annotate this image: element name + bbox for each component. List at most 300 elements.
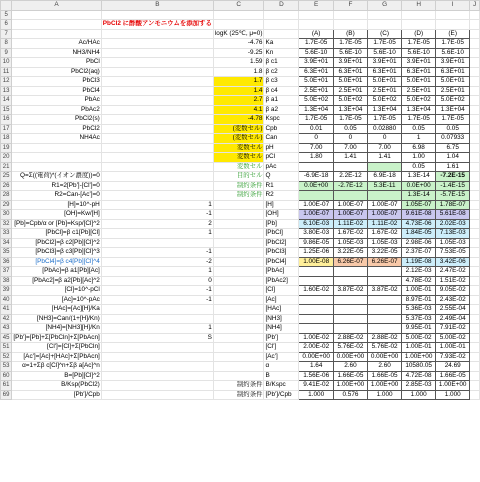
cell-h[interactable]: 1.3E-14 bbox=[402, 172, 436, 182]
cell-i[interactable]: 1.66E-05 bbox=[436, 371, 470, 381]
cell-a[interactable] bbox=[12, 29, 102, 39]
cell-g[interactable]: 3.9E+01 bbox=[368, 58, 402, 68]
cell-h[interactable]: (D) bbox=[402, 29, 436, 39]
cell-f[interactable]: 2.5E+01 bbox=[333, 86, 367, 96]
cell-i[interactable]: 1.05E-03 bbox=[436, 238, 470, 248]
cell-a[interactable]: B/Ksp(PbCl2) bbox=[12, 381, 102, 391]
cell-c[interactable]: 4.1 bbox=[213, 105, 264, 115]
cell-d[interactable]: [H] bbox=[264, 200, 299, 210]
cell-b[interactable] bbox=[101, 314, 213, 324]
cell-i[interactable]: -7.2E-15 bbox=[436, 172, 470, 182]
cell-i[interactable]: 2.55E-04 bbox=[436, 305, 470, 315]
cell-f[interactable]: 1.11E-02 bbox=[333, 219, 367, 229]
cell-g[interactable]: 0.02880 bbox=[368, 124, 402, 134]
cell-c[interactable]: -9.25 bbox=[213, 48, 264, 58]
cell-j[interactable] bbox=[470, 124, 480, 134]
cell-i[interactable]: 5.0E+02 bbox=[436, 96, 470, 106]
cell-j[interactable] bbox=[470, 77, 480, 87]
cell-a[interactable]: NH3/NH4 bbox=[12, 48, 102, 58]
cell-h[interactable] bbox=[402, 10, 436, 20]
cell-b[interactable]: PbCl2 に酢酸アンモニウムを添加する bbox=[102, 20, 212, 27]
cell-c[interactable]: 変数セル bbox=[213, 162, 264, 172]
cell-c[interactable] bbox=[213, 343, 264, 353]
cell-h[interactable]: 1.7E-05 bbox=[402, 39, 436, 49]
cell-d[interactable]: [OH] bbox=[264, 210, 299, 220]
cell-c[interactable] bbox=[213, 10, 264, 20]
cell-g[interactable] bbox=[368, 295, 402, 305]
cell-h[interactable]: 1 bbox=[402, 134, 436, 144]
cell-a[interactable]: PbCl2(s) bbox=[12, 115, 102, 125]
cell-b[interactable] bbox=[101, 86, 213, 96]
cell-d[interactable]: pCl bbox=[264, 153, 299, 163]
cell-f[interactable] bbox=[333, 20, 367, 30]
row-header[interactable]: 13 bbox=[1, 86, 12, 96]
cell-a[interactable] bbox=[12, 153, 102, 163]
cell-c[interactable]: 目的セル bbox=[213, 172, 264, 182]
cell-j[interactable] bbox=[470, 210, 480, 220]
cell-a[interactable]: NH4Ac bbox=[12, 134, 102, 144]
cell-h[interactable]: 5.0E+01 bbox=[402, 77, 436, 87]
cell-a[interactable]: PbCl4 bbox=[12, 86, 102, 96]
cell-c[interactable]: (変数セル) bbox=[213, 134, 264, 144]
cell-j[interactable] bbox=[470, 267, 480, 277]
cell-d[interactable] bbox=[264, 29, 299, 39]
row-header[interactable]: 33 bbox=[1, 229, 12, 239]
cell-i[interactable]: 1.51E-02 bbox=[436, 276, 470, 286]
cell-j[interactable] bbox=[470, 333, 480, 343]
cell-i[interactable]: 2.43E-02 bbox=[436, 295, 470, 305]
cell-j[interactable] bbox=[470, 96, 480, 106]
cell-e[interactable]: 7.00 bbox=[299, 143, 333, 153]
col-header-i[interactable]: I bbox=[436, 1, 470, 11]
cell-h[interactable]: 10580.05 bbox=[402, 362, 436, 372]
cell-d[interactable]: β c4 bbox=[264, 86, 299, 96]
cell-j[interactable] bbox=[470, 191, 480, 201]
cell-f[interactable]: 7.00 bbox=[333, 143, 367, 153]
cell-h[interactable]: 1.3E+04 bbox=[402, 105, 436, 115]
cell-e[interactable]: 1.80 bbox=[299, 153, 333, 163]
cell-i[interactable]: 1.3E+04 bbox=[436, 105, 470, 115]
row-header[interactable]: 19 bbox=[1, 143, 12, 153]
cell-j[interactable] bbox=[470, 352, 480, 362]
cell-i[interactable]: 1.00E+00 bbox=[436, 381, 470, 391]
cell-h[interactable]: 4.73E-06 bbox=[402, 219, 436, 229]
cell-j[interactable] bbox=[470, 362, 480, 372]
cell-e[interactable]: -6.9E-18 bbox=[299, 172, 333, 182]
cell-a[interactable]: [PbCl2]=β c2[Pb][Cl]^2 bbox=[12, 238, 102, 248]
cell-g[interactable]: 6.26E-07 bbox=[368, 257, 402, 267]
cell-h[interactable]: 2.85E-03 bbox=[402, 381, 436, 391]
cell-g[interactable] bbox=[368, 191, 402, 201]
cell-c[interactable]: 1.59 bbox=[213, 58, 264, 68]
cell-i[interactable]: 3.9E+01 bbox=[436, 58, 470, 68]
cell-b[interactable] bbox=[101, 343, 213, 353]
row-header[interactable]: 45 bbox=[1, 333, 12, 343]
cell-h[interactable]: 1.000 bbox=[402, 390, 436, 400]
cell-g[interactable]: (C) bbox=[368, 29, 402, 39]
cell-f[interactable]: 2.2E-12 bbox=[333, 172, 367, 182]
cell-e[interactable]: (A) bbox=[299, 29, 333, 39]
cell-e[interactable]: 5.0E+02 bbox=[299, 96, 333, 106]
row-header[interactable]: 37 bbox=[1, 267, 12, 277]
cell-j[interactable] bbox=[470, 324, 480, 334]
cell-h[interactable]: 5.37E-03 bbox=[402, 314, 436, 324]
cell-j[interactable] bbox=[470, 67, 480, 77]
cell-i[interactable]: 24.69 bbox=[436, 362, 470, 372]
cell-b[interactable]: -1 bbox=[101, 295, 213, 305]
row-header[interactable]: 7 bbox=[1, 29, 12, 39]
cell-d[interactable] bbox=[264, 10, 299, 20]
cell-d[interactable]: Kspc bbox=[264, 115, 299, 125]
cell-d[interactable]: [PbCl3] bbox=[264, 248, 299, 258]
cell-h[interactable]: 0.05 bbox=[402, 162, 436, 172]
cell-c[interactable]: 制約条件 bbox=[213, 181, 264, 191]
cell-d[interactable]: [PbCl4] bbox=[264, 257, 299, 267]
cell-a[interactable]: [PbCl]=β c1[Pb][Cl] bbox=[12, 229, 102, 239]
row-header[interactable]: 14 bbox=[1, 96, 12, 106]
cell-e[interactable]: 1.64 bbox=[299, 362, 333, 372]
cell-d[interactable]: [Ac'] bbox=[264, 352, 299, 362]
cell-f[interactable]: 0.05 bbox=[333, 124, 367, 134]
row-header[interactable]: 53 bbox=[1, 362, 12, 372]
col-header-e[interactable]: E bbox=[299, 1, 333, 11]
cell-g[interactable]: 1.41 bbox=[368, 153, 402, 163]
cell-a[interactable]: α=1+Σβ c[Cl]^n+Σβ a[Ac]^n bbox=[12, 362, 102, 372]
cell-b[interactable] bbox=[101, 39, 213, 49]
cell-g[interactable]: 5.0E+01 bbox=[368, 77, 402, 87]
cell-e[interactable]: 1.00E-08 bbox=[299, 257, 333, 267]
cell-h[interactable]: 5.6E-10 bbox=[402, 48, 436, 58]
cell-a[interactable]: [Ac]=10^-pAc bbox=[12, 295, 102, 305]
cell-j[interactable] bbox=[470, 181, 480, 191]
row-header[interactable]: 25 bbox=[1, 172, 12, 182]
cell-j[interactable] bbox=[470, 143, 480, 153]
cell-g[interactable] bbox=[368, 276, 402, 286]
cell-d[interactable]: [HAc] bbox=[264, 305, 299, 315]
cell-b[interactable] bbox=[101, 29, 213, 39]
cell-j[interactable] bbox=[470, 20, 480, 30]
cell-a[interactable]: [PbCl3]=β c3[Pb][Cl]^3 bbox=[12, 248, 102, 258]
cell-a[interactable]: [H]=10^-pH bbox=[12, 200, 102, 210]
cell-i[interactable]: 1.000 bbox=[436, 390, 470, 400]
cell-b[interactable] bbox=[101, 96, 213, 106]
cell-j[interactable] bbox=[470, 381, 480, 391]
cell-a[interactable]: [OH]=Kw/[H] bbox=[12, 210, 102, 220]
cell-c[interactable] bbox=[213, 324, 264, 334]
cell-a[interactable]: [PbAc2]=β a2[Pb][Ac]^2 bbox=[12, 276, 102, 286]
row-header[interactable]: 16 bbox=[1, 115, 12, 125]
cell-b[interactable] bbox=[101, 181, 213, 191]
cell-c[interactable]: 1.7 bbox=[213, 77, 264, 87]
cell-f[interactable]: (B) bbox=[333, 29, 367, 39]
cell-c[interactable] bbox=[213, 333, 264, 343]
cell-c[interactable] bbox=[213, 352, 264, 362]
cell-h[interactable]: 4.78E-02 bbox=[402, 276, 436, 286]
cell-h[interactable]: 2.5E+01 bbox=[402, 86, 436, 96]
cell-e[interactable]: 6.3E+01 bbox=[299, 67, 333, 77]
cell-b[interactable]: -1 bbox=[101, 210, 213, 220]
cell-d[interactable]: [Pb']/Cpb bbox=[264, 390, 299, 400]
cell-e[interactable] bbox=[299, 162, 333, 172]
cell-b[interactable]: 0 bbox=[101, 276, 213, 286]
cell-j[interactable] bbox=[470, 295, 480, 305]
cell-b[interactable] bbox=[101, 371, 213, 381]
cell-f[interactable] bbox=[333, 10, 367, 20]
row-header[interactable]: 60 bbox=[1, 371, 12, 381]
cell-e[interactable] bbox=[299, 191, 333, 201]
cell-j[interactable] bbox=[470, 286, 480, 296]
col-header-a[interactable]: A bbox=[12, 1, 102, 11]
cell-g[interactable]: 5.6E-10 bbox=[368, 48, 402, 58]
row-header[interactable]: 51 bbox=[1, 343, 12, 353]
cell-h[interactable] bbox=[402, 20, 436, 30]
row-header[interactable]: 28 bbox=[1, 191, 12, 201]
cell-g[interactable] bbox=[368, 162, 402, 172]
cell-d[interactable]: [PbAc2] bbox=[264, 276, 299, 286]
cell-j[interactable] bbox=[470, 10, 480, 20]
cell-j[interactable] bbox=[470, 48, 480, 58]
cell-c[interactable]: 制約条件 bbox=[213, 191, 264, 201]
cell-g[interactable]: 5.0E+02 bbox=[368, 96, 402, 106]
row-header[interactable]: 32 bbox=[1, 219, 12, 229]
cell-d[interactable]: β a2 bbox=[264, 105, 299, 115]
cell-d[interactable]: B/Kspc bbox=[264, 381, 299, 391]
cell-a[interactable]: R1=2[Pb']-[Cl']=0 bbox=[12, 181, 102, 191]
cell-h[interactable]: 1.7E-05 bbox=[402, 115, 436, 125]
cell-a[interactable]: [Pb]=Cpb/α or [Pb]=Ksp/[Cl]^2 bbox=[12, 219, 102, 229]
row-header[interactable]: 61 bbox=[1, 381, 12, 391]
cell-j[interactable] bbox=[470, 276, 480, 286]
cell-j[interactable] bbox=[470, 134, 480, 144]
cell-f[interactable]: 1.00E-07 bbox=[333, 200, 367, 210]
cell-b[interactable]: 1 bbox=[101, 229, 213, 239]
cell-b[interactable] bbox=[101, 134, 213, 144]
cell-i[interactable]: 5.0E+01 bbox=[436, 77, 470, 87]
cell-g[interactable]: 1.00E-07 bbox=[368, 200, 402, 210]
cell-a[interactable]: [Cl]=10^-pCl bbox=[12, 286, 102, 296]
cell-j[interactable] bbox=[470, 305, 480, 315]
cell-h[interactable]: 2.98E-06 bbox=[402, 238, 436, 248]
cell-j[interactable] bbox=[470, 248, 480, 258]
cell-c[interactable]: -4.78 bbox=[213, 115, 264, 125]
cell-c[interactable] bbox=[213, 276, 264, 286]
cell-g[interactable]: 7.00 bbox=[368, 143, 402, 153]
cell-j[interactable] bbox=[470, 219, 480, 229]
cell-j[interactable] bbox=[470, 229, 480, 239]
row-header[interactable]: 34 bbox=[1, 238, 12, 248]
cell-h[interactable]: 5.00E-02 bbox=[402, 333, 436, 343]
cell-i[interactable]: 7.91E-02 bbox=[436, 324, 470, 334]
cell-c[interactable] bbox=[213, 238, 264, 248]
cell-b[interactable]: 1 bbox=[101, 267, 213, 277]
cell-h[interactable]: 2.12E-03 bbox=[402, 267, 436, 277]
cell-a[interactable]: Ac/HAc bbox=[12, 39, 102, 49]
row-header[interactable]: 6 bbox=[1, 20, 12, 30]
cell-c[interactable]: logK (25℃, μ=0) bbox=[214, 29, 263, 37]
cell-f[interactable]: 1.00E-07 bbox=[333, 210, 367, 220]
cell-g[interactable]: 6.9E-18 bbox=[368, 172, 402, 182]
cell-i[interactable]: 1.04 bbox=[436, 153, 470, 163]
row-header[interactable]: 39 bbox=[1, 286, 12, 296]
cell-j[interactable] bbox=[470, 343, 480, 353]
cell-b[interactable] bbox=[101, 58, 213, 68]
row-header[interactable]: 42 bbox=[1, 314, 12, 324]
cell-g[interactable]: 1.3E+04 bbox=[368, 105, 402, 115]
cell-g[interactable]: 1.11E-02 bbox=[368, 219, 402, 229]
cell-i[interactable]: 1.61 bbox=[436, 162, 470, 172]
cell-f[interactable]: 3.87E-02 bbox=[333, 286, 367, 296]
cell-f[interactable]: 5.6E-10 bbox=[333, 48, 367, 58]
cell-f[interactable] bbox=[333, 324, 367, 334]
cell-f[interactable]: 1.66E-05 bbox=[333, 371, 367, 381]
cell-c[interactable]: 制約条件 bbox=[213, 381, 264, 391]
cell-b[interactable] bbox=[101, 10, 213, 20]
cell-f[interactable] bbox=[333, 191, 367, 201]
cell-b[interactable]: 1 bbox=[101, 324, 213, 334]
cell-c[interactable]: 1.8 bbox=[213, 67, 264, 77]
cell-e[interactable]: 1.56E-06 bbox=[299, 371, 333, 381]
cell-c[interactable] bbox=[213, 286, 264, 296]
cell-b[interactable] bbox=[101, 390, 213, 400]
cell-a[interactable]: [Ac']=[Ac]+[HAc]+Σ[PbAcn] bbox=[12, 352, 102, 362]
cell-h[interactable]: 1.05E-07 bbox=[402, 200, 436, 210]
col-header-h[interactable]: H bbox=[402, 1, 436, 11]
cell-c[interactable] bbox=[213, 305, 264, 315]
cell-e[interactable] bbox=[299, 295, 333, 305]
cell-h[interactable]: 8.97E-01 bbox=[402, 295, 436, 305]
cell-i[interactable]: 1.00E-01 bbox=[436, 343, 470, 353]
cell-c[interactable] bbox=[213, 371, 264, 381]
row-header[interactable]: 10 bbox=[1, 58, 12, 68]
cell-i[interactable]: 2.47E-02 bbox=[436, 267, 470, 277]
cell-f[interactable]: 6.26E-07 bbox=[333, 257, 367, 267]
cell-c[interactable] bbox=[213, 200, 264, 210]
cell-f[interactable]: 0.576 bbox=[333, 390, 367, 400]
cell-d[interactable]: [Cl] bbox=[264, 286, 299, 296]
cell-f[interactable]: 6.3E+01 bbox=[333, 67, 367, 77]
cell-g[interactable]: 1.05E-03 bbox=[368, 238, 402, 248]
cell-c[interactable]: 変数セル bbox=[213, 153, 264, 163]
cell-i[interactable]: 7.93E-02 bbox=[436, 352, 470, 362]
cell-f[interactable]: 1.7E-05 bbox=[333, 115, 367, 125]
cell-h[interactable]: 2.37E-07 bbox=[402, 248, 436, 258]
cell-f[interactable]: 5.76E-02 bbox=[333, 343, 367, 353]
cell-b[interactable] bbox=[101, 105, 213, 115]
cell-i[interactable]: -1.4E-15 bbox=[436, 181, 470, 191]
cell-e[interactable]: 0.00E+00 bbox=[299, 352, 333, 362]
cell-f[interactable] bbox=[333, 305, 367, 315]
cell-d[interactable]: [Pb] bbox=[264, 219, 299, 229]
cell-g[interactable]: 2.60 bbox=[368, 362, 402, 372]
cell-e[interactable] bbox=[299, 10, 333, 20]
cell-b[interactable] bbox=[101, 124, 213, 134]
row-header[interactable]: 12 bbox=[1, 77, 12, 87]
cell-d[interactable]: β c1 bbox=[264, 58, 299, 68]
cell-e[interactable] bbox=[299, 314, 333, 324]
cell-g[interactable]: 1.66E-05 bbox=[368, 371, 402, 381]
cell-c[interactable]: 2.7 bbox=[213, 96, 264, 106]
row-header[interactable]: 21 bbox=[1, 162, 12, 172]
cell-d[interactable]: Ka bbox=[264, 39, 299, 49]
cell-e[interactable]: 1.00E-07 bbox=[299, 210, 333, 220]
cell-f[interactable] bbox=[333, 267, 367, 277]
cell-j[interactable] bbox=[470, 162, 480, 172]
cell-e[interactable]: 5.0E+01 bbox=[299, 77, 333, 87]
cell-g[interactable] bbox=[368, 10, 402, 20]
cell-e[interactable]: 9.41E-02 bbox=[299, 381, 333, 391]
cell-h[interactable]: 1.00E-01 bbox=[402, 286, 436, 296]
cell-e[interactable] bbox=[299, 324, 333, 334]
cell-j[interactable] bbox=[470, 314, 480, 324]
cell-j[interactable] bbox=[470, 105, 480, 115]
cell-a[interactable]: [Pb']/Cpb bbox=[12, 390, 102, 400]
cell-j[interactable] bbox=[470, 39, 480, 49]
cell-f[interactable]: 5.0E+01 bbox=[333, 77, 367, 87]
cell-j[interactable] bbox=[470, 115, 480, 125]
row-header[interactable]: 20 bbox=[1, 153, 12, 163]
cell-e[interactable]: 1.3E+04 bbox=[299, 105, 333, 115]
cell-g[interactable] bbox=[368, 324, 402, 334]
cell-j[interactable] bbox=[470, 58, 480, 68]
cell-e[interactable] bbox=[299, 267, 333, 277]
cell-d[interactable]: Kn bbox=[264, 48, 299, 58]
cell-e[interactable]: 3.9E+01 bbox=[299, 58, 333, 68]
cell-a[interactable]: R2=Can-[Ac']=0 bbox=[12, 191, 102, 201]
cell-i[interactable]: 5.00E-02 bbox=[436, 333, 470, 343]
cell-f[interactable]: 1.00E+00 bbox=[333, 381, 367, 391]
cell-b[interactable] bbox=[101, 352, 213, 362]
cell-d[interactable] bbox=[264, 20, 299, 30]
cell-c[interactable] bbox=[213, 314, 264, 324]
cell-j[interactable] bbox=[470, 86, 480, 96]
cell-e[interactable]: 5.6E-10 bbox=[299, 48, 333, 58]
cell-b[interactable] bbox=[101, 305, 213, 315]
cell-i[interactable]: 5.61E-08 bbox=[436, 210, 470, 220]
cell-g[interactable]: 0.00E+00 bbox=[368, 352, 402, 362]
cell-b[interactable]: 1 bbox=[101, 200, 213, 210]
cell-f[interactable]: 5.0E+02 bbox=[333, 96, 367, 106]
cell-h[interactable]: 9.95E-01 bbox=[402, 324, 436, 334]
row-header[interactable]: 35 bbox=[1, 248, 12, 258]
row-header[interactable]: 8 bbox=[1, 39, 12, 49]
cell-e[interactable]: 0.01 bbox=[299, 124, 333, 134]
cell-i[interactable]: 0.05 bbox=[436, 124, 470, 134]
cell-f[interactable]: -2.7E-12 bbox=[333, 181, 367, 191]
cell-d[interactable]: R1 bbox=[264, 181, 299, 191]
cell-f[interactable] bbox=[333, 295, 367, 305]
cell-c[interactable]: 制約条件 bbox=[213, 390, 264, 400]
cell-g[interactable]: 1.000 bbox=[368, 390, 402, 400]
cell-c[interactable] bbox=[213, 210, 264, 220]
cell-a[interactable] bbox=[12, 10, 102, 20]
cell-d[interactable]: pAc bbox=[264, 162, 299, 172]
col-header-d[interactable]: D bbox=[264, 1, 299, 11]
cell-e[interactable]: 9.86E-05 bbox=[299, 238, 333, 248]
cell-f[interactable]: 3.9E+01 bbox=[333, 58, 367, 68]
cell-h[interactable]: 1.3E-14 bbox=[402, 191, 436, 201]
cell-e[interactable]: 1.60E-02 bbox=[299, 286, 333, 296]
cell-i[interactable]: 9.05E-02 bbox=[436, 286, 470, 296]
corner-cell[interactable] bbox=[1, 1, 12, 11]
cell-j[interactable] bbox=[470, 153, 480, 163]
cell-i[interactable] bbox=[436, 20, 470, 30]
cell-g[interactable]: 1.00E-07 bbox=[368, 210, 402, 220]
cell-c[interactable]: 変数セル bbox=[213, 143, 264, 153]
cell-b[interactable]: -1 bbox=[101, 286, 213, 296]
cell-b[interactable] bbox=[101, 362, 213, 372]
cell-h[interactable]: 6.3E+01 bbox=[402, 67, 436, 77]
cell-h[interactable]: 0.0E+00 bbox=[402, 181, 436, 191]
